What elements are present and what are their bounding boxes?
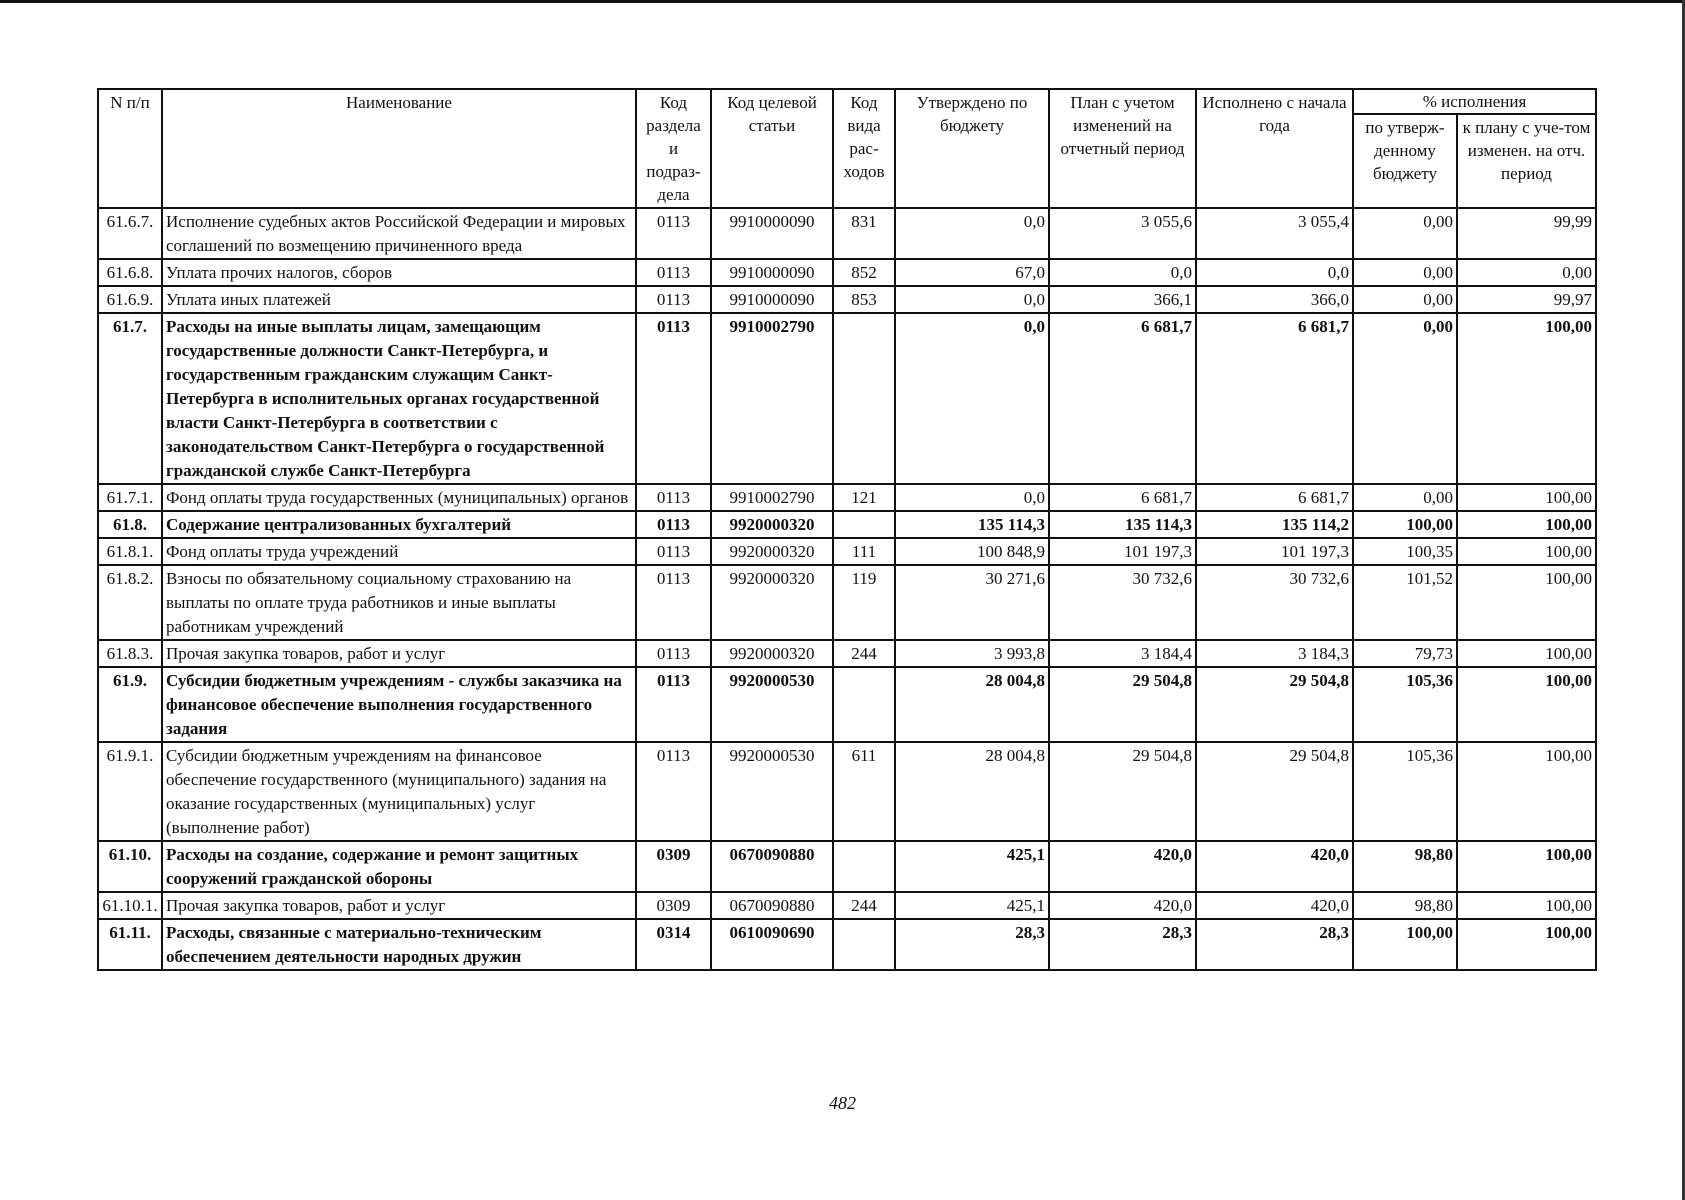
row-executed: 6 681,7 [1196,484,1353,511]
table-row [98,742,1596,841]
row-section-code: 0113 [636,259,711,286]
row-expense-code: 121 [833,484,895,511]
row-executed: 101 197,3 [1196,538,1353,565]
row-section-code: 0309 [636,841,711,892]
row-target-code: 9920000320 [711,538,833,565]
row-section-code: 0309 [636,892,711,919]
row-executed: 3 055,4 [1196,208,1353,259]
row-approved: 28,3 [895,919,1049,970]
row-approved: 30 271,6 [895,565,1049,640]
row-name: Прочая закупка товаров, работ и услуг [162,892,636,919]
row-section-code: 0113 [636,742,711,841]
row-number: 61.6.9. [98,286,162,313]
row-target-code: 9910002790 [711,313,833,484]
header-percent-group: % исполнения [1353,89,1596,114]
row-executed: 30 732,6 [1196,565,1353,640]
row-pct-budget: 0,00 [1353,313,1457,484]
row-pct-budget: 100,00 [1353,511,1457,538]
document-page [97,88,1595,971]
row-name: Прочая закупка товаров, работ и услуг [162,640,636,667]
row-pct-budget: 105,36 [1353,742,1457,841]
row-approved: 0,0 [895,286,1049,313]
row-target-code: 9920000320 [711,640,833,667]
row-plan: 135 114,3 [1049,511,1196,538]
budget-execution-table [97,88,1597,971]
row-target-code: 9920000320 [711,511,833,538]
row-pct-budget: 100,00 [1353,919,1457,970]
row-name: Исполнение судебных актов Российской Федерации и мировых соглашений по возмещению причиненного вреда [162,208,636,259]
scan-top-border [0,0,1685,3]
row-executed: 3 184,3 [1196,640,1353,667]
row-name: Расходы, связанные с материально-техническим обеспечением деятельности народных дружин [162,919,636,970]
row-section-code: 0113 [636,286,711,313]
row-expense-code: 611 [833,742,895,841]
row-plan: 29 504,8 [1049,742,1196,841]
table-body [98,208,1596,970]
row-plan: 30 732,6 [1049,565,1196,640]
row-expense-code: 111 [833,538,895,565]
row-pct-budget: 0,00 [1353,484,1457,511]
row-executed: 420,0 [1196,892,1353,919]
table-row [98,484,1596,511]
row-pct-plan: 100,00 [1457,742,1596,841]
row-number: 61.8.3. [98,640,162,667]
row-section-code: 0113 [636,484,711,511]
page-number: 482 [829,1093,856,1113]
row-expense-code [833,919,895,970]
row-executed: 0,0 [1196,259,1353,286]
table-row [98,667,1596,742]
row-executed: 366,0 [1196,286,1353,313]
row-approved: 100 848,9 [895,538,1049,565]
row-name: Уплата прочих налогов, сборов [162,259,636,286]
row-number: 61.11. [98,919,162,970]
table-row [98,919,1596,970]
row-pct-budget: 100,35 [1353,538,1457,565]
row-target-code: 9920000320 [711,565,833,640]
row-approved: 0,0 [895,313,1049,484]
row-expense-code: 244 [833,640,895,667]
table-row [98,841,1596,892]
row-number: 61.6.8. [98,259,162,286]
table-row [98,313,1596,484]
row-expense-code [833,841,895,892]
row-pct-plan: 99,97 [1457,286,1596,313]
row-pct-plan: 100,00 [1457,640,1596,667]
header-name: Наименование [162,89,636,208]
header-approved: Утверждено по бюджету [895,89,1049,208]
row-name: Взносы по обязательному социальному страхованию на выплаты по оплате труда работников и иные выплаты работникам учреждений [162,565,636,640]
row-section-code: 0113 [636,667,711,742]
row-plan: 3 055,6 [1049,208,1196,259]
row-plan: 420,0 [1049,892,1196,919]
row-expense-code: 119 [833,565,895,640]
row-section-code: 0113 [636,313,711,484]
table-row [98,538,1596,565]
row-expense-code: 853 [833,286,895,313]
header-num: N п/п [98,89,162,208]
row-pct-plan: 100,00 [1457,484,1596,511]
table-row [98,208,1596,259]
row-number: 61.8.1. [98,538,162,565]
row-pct-budget: 98,80 [1353,841,1457,892]
row-section-code: 0113 [636,640,711,667]
header-expense-code: Код вида рас-ходов [833,89,895,208]
row-pct-budget: 0,00 [1353,259,1457,286]
row-executed: 29 504,8 [1196,742,1353,841]
row-plan: 0,0 [1049,259,1196,286]
row-name: Расходы на создание, содержание и ремонт защитных сооружений гражданской обороны [162,841,636,892]
row-number: 61.9. [98,667,162,742]
header-target-code: Код целевой статьи [711,89,833,208]
row-pct-plan: 100,00 [1457,892,1596,919]
row-number: 61.9.1. [98,742,162,841]
row-target-code: 9910000090 [711,286,833,313]
table-row [98,565,1596,640]
row-pct-budget: 0,00 [1353,286,1457,313]
row-target-code: 9910000090 [711,259,833,286]
header-plan: План с учетом изменений на отчетный период [1049,89,1196,208]
row-pct-plan: 100,00 [1457,565,1596,640]
row-pct-budget: 105,36 [1353,667,1457,742]
row-section-code: 0113 [636,565,711,640]
row-section-code: 0113 [636,208,711,259]
row-target-code: 0670090880 [711,892,833,919]
row-expense-code [833,667,895,742]
row-plan: 28,3 [1049,919,1196,970]
row-approved: 135 114,3 [895,511,1049,538]
header-section-code: Код раздела и подраз-дела [636,89,711,208]
row-pct-plan: 100,00 [1457,538,1596,565]
table-row [98,892,1596,919]
row-approved: 0,0 [895,208,1049,259]
row-section-code: 0113 [636,538,711,565]
row-approved: 425,1 [895,841,1049,892]
table-row [98,259,1596,286]
row-approved: 425,1 [895,892,1049,919]
row-pct-plan: 100,00 [1457,313,1596,484]
row-pct-plan: 100,00 [1457,841,1596,892]
row-plan: 3 184,4 [1049,640,1196,667]
row-target-code: 9910000090 [711,208,833,259]
row-number: 61.10.1. [98,892,162,919]
row-number: 61.8. [98,511,162,538]
row-expense-code [833,313,895,484]
row-name: Фонд оплаты труда государственных (муниципальных) органов [162,484,636,511]
row-pct-plan: 99,99 [1457,208,1596,259]
row-name: Субсидии бюджетным учреждениям - службы заказчика на финансовое обеспечение выполнения государственного задания [162,667,636,742]
row-pct-plan: 100,00 [1457,667,1596,742]
row-plan: 29 504,8 [1049,667,1196,742]
row-approved: 0,0 [895,484,1049,511]
row-name: Уплата иных платежей [162,286,636,313]
row-plan: 6 681,7 [1049,313,1196,484]
header-pct-plan: к плану с уче-том изменен. на отч. период [1457,114,1596,208]
row-executed: 29 504,8 [1196,667,1353,742]
row-expense-code: 244 [833,892,895,919]
row-approved: 3 993,8 [895,640,1049,667]
table-row [98,286,1596,313]
row-plan: 366,1 [1049,286,1196,313]
row-plan: 101 197,3 [1049,538,1196,565]
row-plan: 420,0 [1049,841,1196,892]
row-number: 61.7. [98,313,162,484]
row-executed: 135 114,2 [1196,511,1353,538]
table-row [98,511,1596,538]
row-approved: 28 004,8 [895,667,1049,742]
row-pct-plan: 100,00 [1457,511,1596,538]
row-name: Расходы на иные выплаты лицам, замещающим государственные должности Санкт-Петербурга, и государственным гражданским служащим Санкт-Петербурга в исполнительных органах государственной власти Санкт-Петербурга в соответствии с законодательством Санкт-Петербурга о государственной гражданской службе Санкт-Петербурга [162,313,636,484]
row-approved: 67,0 [895,259,1049,286]
row-number: 61.8.2. [98,565,162,640]
row-section-code: 0113 [636,511,711,538]
row-pct-budget: 101,52 [1353,565,1457,640]
row-executed: 28,3 [1196,919,1353,970]
row-approved: 28 004,8 [895,742,1049,841]
row-expense-code: 852 [833,259,895,286]
row-name: Субсидии бюджетным учреждениям на финансовое обеспечение государственного (муниципального) задания на оказание государственных (муниципальных) услуг (выполнение работ) [162,742,636,841]
row-pct-budget: 0,00 [1353,208,1457,259]
row-expense-code [833,511,895,538]
header-executed: Исполнено с начала года [1196,89,1353,208]
row-target-code: 9920000530 [711,742,833,841]
row-number: 61.7.1. [98,484,162,511]
row-pct-plan: 100,00 [1457,919,1596,970]
row-name: Фонд оплаты труда учреждений [162,538,636,565]
header-pct-budget: по утверж-денному бюджету [1353,114,1457,208]
row-number: 61.6.7. [98,208,162,259]
row-pct-budget: 98,80 [1353,892,1457,919]
row-expense-code: 831 [833,208,895,259]
row-target-code: 9910002790 [711,484,833,511]
row-target-code: 9920000530 [711,667,833,742]
row-plan: 6 681,7 [1049,484,1196,511]
row-number: 61.10. [98,841,162,892]
row-executed: 6 681,7 [1196,313,1353,484]
row-name: Содержание централизованных бухгалтерий [162,511,636,538]
row-section-code: 0314 [636,919,711,970]
row-target-code: 0670090880 [711,841,833,892]
table-header [98,89,1596,208]
row-pct-plan: 0,00 [1457,259,1596,286]
row-target-code: 0610090690 [711,919,833,970]
row-executed: 420,0 [1196,841,1353,892]
row-pct-budget: 79,73 [1353,640,1457,667]
table-row [98,640,1596,667]
